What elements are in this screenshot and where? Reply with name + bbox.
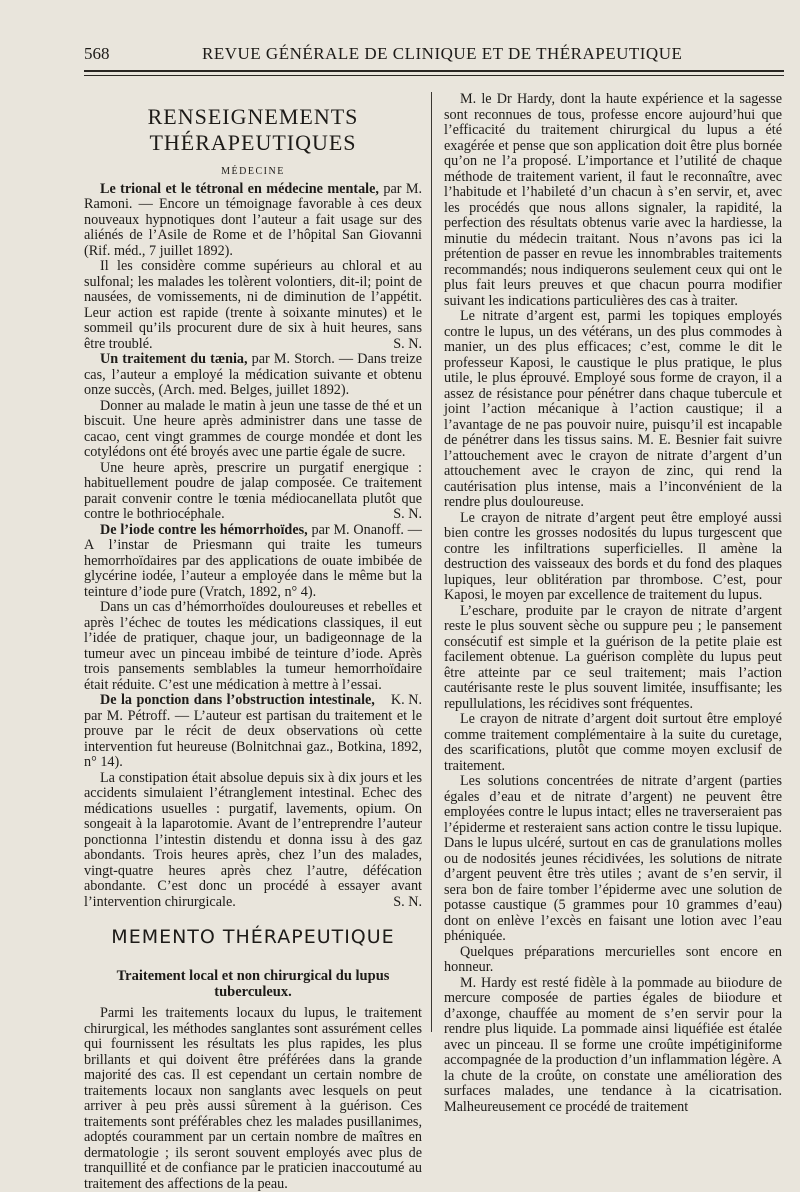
page-number: 568	[84, 44, 110, 63]
article-trional	[84, 182, 422, 260]
right-column	[444, 91, 782, 1115]
article-text: par M. Pétroff. — L’auteur est partisan du traitement et le prouve par le récit de deux observations où cette intervention fut heureuse (Bolnitchnai gaz., Botkina, 1892, n° 14).	[84, 707, 422, 770]
paragraph: Quelques préparations mercurielles sont encore en honneur.	[444, 943, 782, 975]
article-title: Le trional et le tétronal en médecine mentale,	[100, 180, 379, 197]
article-text: par M. Ramoni. — Encore un témoignage favorable à ces deux nouveaux hypnotiques dont l’auteur a fait usage sur des aliénés de l’Asile de Rome et de l’hôpital San Giovanni (Rif. méd., 7 juillet 1892).	[84, 180, 422, 259]
paragraph: Parmi les traitements locaux du lupus, le traitement chirurgical, les méthodes sanglantes sont assurément celles qui fournissent les résultats les plus rapides, les plus brillants et qui doivent être préférées dans la grande majorité des cas. Il est cependant un certain nombre de traitements locaux non sanglants avec lesquels on peut arriver à peu près aussi sûrement à la guérison. Ces traitements sont préférables chez les malades pusillanimes, adoptés couramment par un certain nombre de maîtres en dermatologie ; ils seront souvent employés avec plus de tranquillité et de confiance par le praticien inaccoutumé au traitement des affections de la peau.	[84, 1005, 422, 1192]
paragraph: Une heure après, prescrire un purgatif energique : habituellement poudre de jalap composée. Ce traitement parait convenir contre le tœnia médiocanellata plutôt que contre le bothriocéphale. S. N.	[84, 459, 422, 522]
paragraph: L’eschare, produite par le crayon de nitrate d’argent reste le plus souvent sèche ou suppure peu ; le pansement consécutif est simple et la guérison de la petite plaie est facilement obtenue. La guérison complète du lupus peut être atteinte par ce seul traitement; mais l’action cautérisante reste le plus souvent limitée, insuffisante; les repullulations, les récidives sont fréquentes.	[444, 602, 782, 712]
paragraph: Le crayon de nitrate d’argent peut être employé aussi bien contre les grosses nodosités du lupus turgescent que contre les infiltrations superficielles. Il amène la destruction des vaisseaux des bords et du fond des plaques lupiques, leur oblitération par thrombose. C’est, pour Kaposi, le moyen par excellence de traitement du lupus.	[444, 509, 782, 603]
article-iode	[84, 523, 422, 601]
paragraph: La constipation était absolue depuis six à dix jours et les accidents simulaient l’étranglement intestinal. Echec des médications usuelles : purgatif, lavements, opium. On songeait à la laparotomie. Avant de l’entreprendre l’auteur ponctionna l’intestin distendu et donna issu à des gaz abondants. Trois heures après, chez l’un des malades, vingt-quatre heures après chez l’autre, défécation abondante. C’est donc un procédé à essayer avant l’intervention chirurgicale. S. N.	[84, 769, 422, 910]
signature: S. N.	[393, 335, 422, 352]
paragraph: Les solutions concentrées de nitrate d’argent (parties égales d’eau et de nitrate d’argent) ne peuvent être employées contre le lupus intact; elles ne traverseraient pas l’épiderme et resteraient sans action contre le tissu lupique. Dans le lupus ulcéré, surtout en cas de granulations molles ou de nodosités jeunes récidivées, les solutions de nitrate d’argent peuvent être très utiles ; avant de s’en servir, il sera bon de faire tomber l’épiderme avec une solution de potasse caustique (5 grammes pour 10 grammes d’eau) dont on enlève l’excès en faisant une lotion avec l’eau phéniquée.	[444, 773, 782, 944]
journal-title: REVUE GÉNÉRALE DE CLINIQUE ET DE THÉRAPEUTIQUE	[202, 44, 683, 63]
article-taenia	[84, 352, 422, 399]
article-title: Un traitement du tænia,	[100, 351, 248, 367]
memento-subtitle: Traitement local et non chirurgical du lupus tuberculeux.	[116, 968, 390, 1000]
left-column	[84, 92, 422, 1192]
column-divider	[431, 92, 432, 1032]
article-text: par M. Onanoff. — A l’instar de Priesmann qui traite les tumeurs hemorrhoïdaires par des applications de ouate imbibée de glycérine iodée, l’auteur a employée dans le même but la teinture d’iode pure (Vratch, 1892, n° 4).	[84, 521, 422, 600]
paragraph: M. le Dr Hardy, dont la haute expérience et la sagesse sont reconnues de tous, professe encore aujourd’hui que l’efficacité du traitement chirurgical du lupus a été exagérée et pense que son application doit être plus bornée qu’on ne l’a proposé. L’importance et l’utilité de chaque méthode de traitement varient, il faut le reconnaître, avec l’habitude et l’habileté d’un chacun à s’en servir, et, avec les procédés que nous allons signaler, la rapidité, la perfection des résultats obtenus varie avec la hardiesse, la minutie du médecin traitant. Nous n’avons pas ici la prétention de passer en revue les innombrables traitements recommandés; nous indiquerons seulement ceux qui ont le plus fait leurs preuves et que chacun pourra modifier suivant les indications particulières des cas à traiter.	[444, 91, 782, 309]
signature: S. N.	[393, 893, 422, 910]
section-title: RENSEIGNEMENTS THÉRAPEUTIQUES	[147, 104, 359, 155]
paragraph: Le nitrate d’argent est, parmi les topiques employés contre le lupus, un des vétérans, un des plus commodes à manier, un des plus efficaces; c’est, comme le dit le professeur Kaposi, le caustique le plus pratique, le plus utile, le plus éprouvé. Employé sous forme de crayon, il a assez de résistance pour pénétrer dans chaque tubercule et joint l’action mécanique à l’action caustique; il a l’avantage de ne pas pouvoir nuire, puisqu’il est incapable de pénétrer dans les tissus sains. M. E. Besnier fait suivre l’attouchement avec le crayon de nitrate d’argent d’un attouchement avec le crayon de zinc, qui rend la cautérisation plus intense, mais a l’inconvénient de la rendre plus douloureuse.	[444, 308, 782, 510]
memento-title: MEMENTO THÉRAPEUTIQUE	[111, 926, 395, 948]
article-text: par M. Storch. — Dans treize cas, l’auteur a employé la médication suivante et obtenu onze succès, (Arch. med. Belges, juillet 1892).	[84, 351, 422, 398]
paragraph: M. Hardy est resté fidèle à la pommade au biiodure de mercure composée de parties égales de biiodure et d’axonge, chauffée au moment de s’en servir pour la rendre plus liquide. La pommade ainsi liquéfiée est étalée avec un pinceau. Il se forme une croûte impétiginiforme accompagnée de la production d’un inflammation légère. A la chute de la croûte, on constate une amélioration des surfaces malades, une tendance à la cicatrisation. Malheureusement ce procédé de traitement	[444, 974, 782, 1115]
paragraph: Dans un cas d’hémorrhoïdes douloureuses et rebelles et après l’échec de toutes les médications classiques, il eut l’idée de pratiquer, chaque jour, un badigeonnage de la tumeur avec un pinceau imbibé de teinture d’iode. Après trois pansements semblables la tumeur hemorrhoïdaire était réduite. C’est une médication à mettre à l’essai. K. N.	[84, 599, 422, 708]
paragraph: Il les considère comme supérieurs au chloral et au sulfonal; les malades les tolèrent volontiers, dit-il; point de nausées, de vomissements, ni de diminution de l’appétit. Leur action est rapide (trente à soixante minutes) et le sommeil qu’ils procurent dure de six à huit heures, sans être troublé. S. N.	[84, 258, 422, 352]
header-rule	[84, 70, 784, 72]
signature: K. N.	[390, 692, 422, 708]
subsection-heading: MÉDECINE	[221, 166, 285, 177]
paragraph: Le crayon de nitrate d’argent doit surtout être employé comme traitement complémentaire à la suite du curetage, des scarifications, plutôt que comme moyen exclusif de traitement.	[444, 711, 782, 774]
article-title: De la ponction dans l’obstruction intestinale,	[100, 692, 375, 708]
paragraph: Donner au malade le matin à jeun une tasse de thé et un biscuit. Une heure après administrer dans une tasse de cacao, cent vingt grammes de courge mondée et dont les cotylédons ont été broyés avec une partie égale de sucre.	[84, 397, 422, 460]
header-rule-thin	[84, 75, 784, 76]
article-ponction	[84, 693, 422, 771]
article-title: De l’iode contre les hémorrhoïdes,	[100, 521, 308, 538]
signature: S. N.	[393, 506, 422, 522]
running-head	[84, 44, 784, 68]
